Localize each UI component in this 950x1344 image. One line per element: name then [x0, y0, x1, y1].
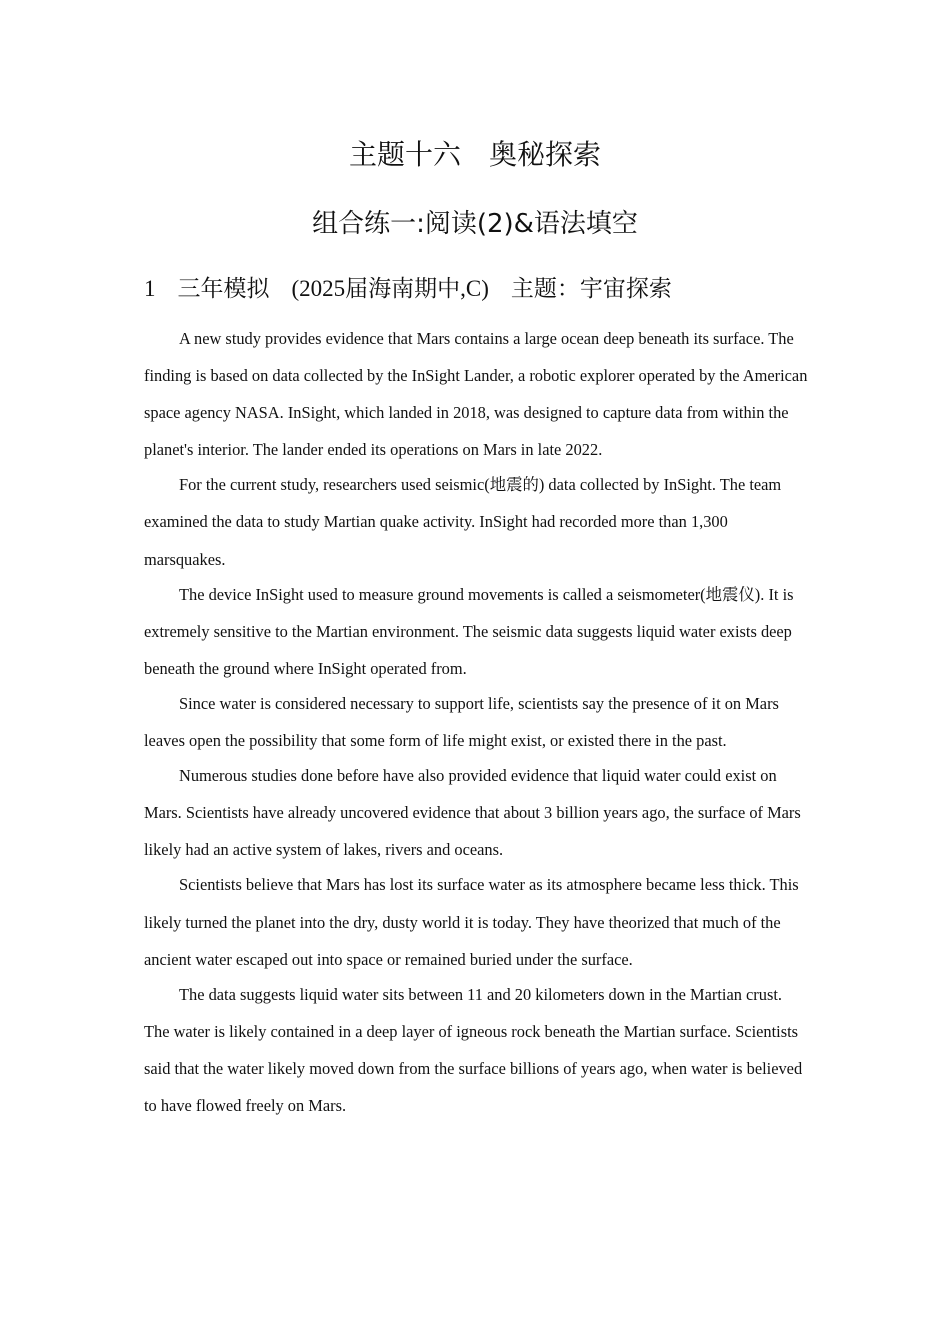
paragraph-5: Numerous studies done before have also provided evidence that liquid water could exist on Mars. Scientists have already uncovered evidence that about 3 billion years ago, the surface of Mars likely had an active system of lakes, rivers and oceans. — [144, 766, 801, 860]
section-source: (2025届海南期中,C) — [291, 276, 489, 301]
section-label: 三年模拟 — [177, 276, 270, 302]
paragraph-2: For the current study, researchers used seismic(地震的) data collected by InSight. The team examined the data to study Martian quake activity. InSight had recorded more than 1,300 marsquakes. — [144, 475, 782, 569]
document-subtitle: 组合练一:阅读(2)&语法填空 — [312, 209, 638, 239]
section-heading — [144, 270, 672, 303]
paragraph-1: A new study provides evidence that Mars contains a large ocean deep beneath its surface. The finding is based on data collected by the InSight Lander, a robotic explorer operated by the American space agency NASA. InSight, which landed in 2018, was designed to capture data from within the planet's interior. The lander ended its operations on Mars in late 2022. — [144, 329, 808, 460]
paragraph-7: The data suggests liquid water sits between 11 and 20 kilometers down in the Martian crust. The water is likely contained in a deep layer of igneous rock beneath the Martian surface. Scientists said that the water likely moved down from the surface billions of years ago, when water is believed to have flowed freely on Mars. — [144, 984, 803, 1115]
article-body — [144, 320, 810, 1122]
document-title: 主题十六 奥秘探索 — [348, 138, 601, 171]
section-number: 1 — [144, 276, 156, 301]
paragraph-3: The device InSight used to measure ground movements is called a seismometer(地震仪). It is extremely sensitive to the Martian environment. The seismic data suggests liquid water exists deep beneath the ground where InSight operated from. — [144, 584, 794, 678]
section-topic: 主题：宇宙探索 — [510, 276, 672, 302]
paragraph-6: Scientists believe that Mars has lost its surface water as its atmosphere became less thick. This likely turned the planet into the dry, dusty world it is today. They have theorized that much of the ancient water escaped out into space or remained buried under the surface. — [144, 875, 799, 969]
paragraph-4: Since water is considered necessary to support life, scientists say the presence of it on Mars leaves open the possibility that some form of life might exist, or existed there in the past. — [144, 693, 779, 751]
